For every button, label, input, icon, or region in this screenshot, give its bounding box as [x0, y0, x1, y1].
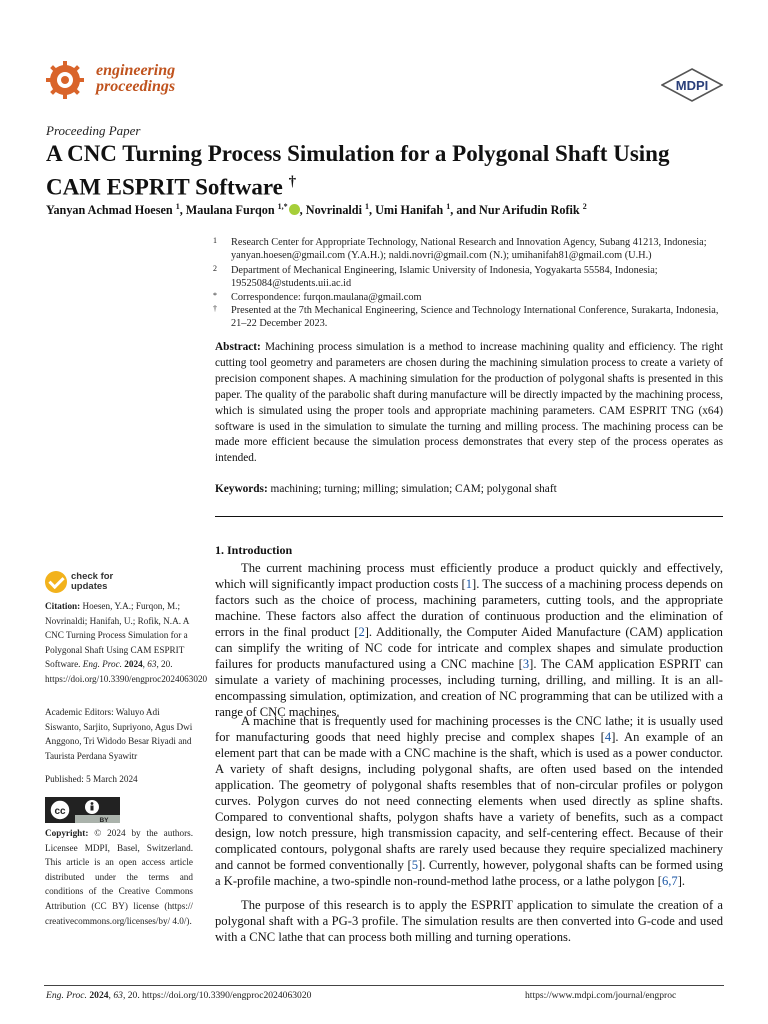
academic-editors: Academic Editors: Waluyo Adi Siswanto, Sarjito, Supriyono, Agus Dwi Anggono, Tri Widodo Besar Riyadi and Taurista Perdana Syawitr [45, 707, 193, 761]
paragraph-text: ]. An example of an element part that can be made with a CNC machine is the shaft, which is used as a power conductor. A variety of shaft designs, including polygonal shafts, are often used based on the intended application. The geometry of polygonal shafts resembles that of non-circular profiles or polygon curves. Polygon curves do not need connecting elements when used directly as spline shafts. Compared to conventional shafts, polygon shafts have a variety of benefits, such as a compact design, low notch pressure, high transmission capacity, and self-centering effect. Because of their complicated contours, polygonal shafts are rarely used because they require specialized machinery and cannot be formed conventionally [ [215, 730, 724, 872]
citation-link[interactable]: 5 [411, 858, 419, 872]
paragraph-text: The purpose of this research is to apply the ESPRIT application to simulate the creation of a polygonal shaft with a PG-3 profile. The simulation results are then converted into G-code and used with a CNC lathe that can process both milling and turning operations. [215, 898, 723, 944]
affiliation-text: Correspondence: furqon.maulana@gmail.com [231, 292, 422, 303]
orcid-icon[interactable] [289, 204, 300, 215]
journal-name-line2: proceedings [96, 78, 176, 95]
affiliation-item [213, 236, 733, 263]
paragraph-text: ]. Currently, however, polygonal shafts can be formed using a K-profile machine, a two-spindle non-round-method lathe process, or a lathe polygon [ [215, 858, 723, 888]
footer-journal-url[interactable]: https://www.mdpi.com/journal/engproc [525, 990, 677, 1001]
citation-text: Hoesen, Y.A.; Furqon, M.; Novrinaldi; Hanifah, U.; Rofik, N.A. A CNC Turning Process Simulation for a Polygonal Shaft Using CAM ESPRIT Software. [45, 601, 189, 670]
affiliation-mark: 1 [213, 236, 217, 245]
footer-doi-link[interactable]: , 20. https://doi.org/10.3390/engproc2024063020 [122, 990, 312, 1001]
citation-link[interactable]: 6,7 [661, 874, 678, 888]
affiliation-text: Department of Mechanical Engineering, Islamic University of Indonesia, Yogyakarta 55584, Indonesia; 19525084@students.uii.ac.id [231, 265, 658, 290]
paragraph-text: ]. The success of a machining process depends on factors such as the choice of process, machining parameters, cutting tools, and the appropriate machine. These factors also affect the duration of continuous production and the elimination of errors in the final product [ [215, 577, 723, 639]
author-name: Yanyan Achmad Hoesen [46, 203, 176, 218]
paragraph-text: ]. [677, 874, 686, 888]
citation-link[interactable]: 3 [522, 657, 530, 671]
author-name: Umi Hanifah [375, 203, 447, 218]
paper-title [46, 140, 736, 202]
intro-paragraph-2 [215, 713, 723, 889]
paragraph-text: The current machining process must efficiently produce a product quickly and effectively, which will significantly impact production costs [ [215, 561, 723, 591]
author-name: Novrinaldi [305, 203, 366, 218]
copyright-block [45, 826, 193, 928]
affiliation-mark: † [213, 304, 217, 313]
abstract [215, 340, 723, 467]
journal-logo-icon [45, 60, 85, 100]
affiliation-item [213, 304, 733, 331]
keywords-text: machining; turning; milling; simulation; CAM; polygonal shaft [270, 483, 557, 495]
mdpi-logo [661, 68, 723, 102]
author-name: Maulana Furqon [185, 203, 278, 218]
copyright-text: © 2024 by the authors. Licensee MDPI, Basel, Switzerland. This article is an open access article distributed under the terms and conditions of the Creative Commons Attribution (CC BY) license (https:// creativecommons.org/licenses/by/ 4.0/). [45, 828, 193, 926]
affiliation-item [213, 291, 733, 304]
author-affiliation-mark: 1 [365, 202, 370, 211]
affiliation-text: Research Center for Appropriate Technology, National Research and Innovation Agency, Subang 41213, Indonesia; yanyan.hoesen@gmail.com (Y.A.H.); naldi.novri@gmail.com (N.); umihanifah81@gmail.com (U.H.) [231, 237, 707, 262]
citation-block: Citation: Hoesen, Y.A.; Furqon, M.; Novrinaldi; Hanifah, U.; Rofik, N.A. A CNC Turning Process Simulation for a Polygonal Shaft Using CAM ESPRIT Software. Eng. Proc. 2024, 63, 20. https://doi.org/10.3390/engproc2024063020 [45, 601, 208, 684]
published-date: Published: 5 March 2024 [45, 774, 138, 784]
paper-type: Proceeding Paper [46, 123, 141, 138]
intro-paragraph-1 [215, 560, 723, 720]
affiliation-mark: 2 [213, 264, 217, 273]
citation-link[interactable]: 4 [604, 730, 612, 744]
paragraph-text: ]. The CAM application ESPRIT can simulate a variety of machining processes, including turning, drilling, and milling. It is an all-encompassing simulation, optimization, and creation of NC programming that can be utilized with a range of CNC machines. [215, 657, 723, 719]
cc-icon: cc [54, 806, 66, 817]
paragraph-text: A machine that is frequently used for machining processes is the CNC lathe; it is usually used for manufacturing goods that need highly precise and complex shapes [ [215, 714, 723, 744]
citation-doi[interactable]: , 20. https://doi.org/10.3390/engproc2024063020 [45, 659, 208, 684]
affiliation-text: Presented at the 7th Mechanical Engineering, Science and Technology International Conference, Surakarta, Indonesia, 21–22 December 2023. [231, 305, 719, 330]
footer-citation: Eng. Proc. 2024, 63, 20. https://doi.org/10.3390/engproc2024063020 [46, 990, 312, 1001]
citation-year: 2024 [124, 659, 143, 670]
keywords [215, 482, 723, 498]
by-icon: BY [99, 817, 109, 823]
check-icon [45, 571, 67, 593]
section-title: 1. Introduction [215, 543, 293, 557]
title-dagger: † [288, 174, 297, 190]
paragraph-text: ]. Additionally, the Computer Aided Manufacture (CAM) application can simplify the writing of NC code for intricate and complex shapes and simulate production failures for products manufactured using a CNC machine [ [215, 625, 723, 671]
paper-title-line1: A CNC Turning Process Simulation for a Polygonal Shaft Using [46, 141, 670, 166]
citation-link[interactable]: 1 [465, 577, 473, 591]
check-for-updates-text: check for updates [71, 571, 114, 592]
citation-label: Citation: [45, 601, 81, 611]
author-affiliation-mark: 2 [582, 202, 587, 211]
check-for-updates-button[interactable] [45, 570, 125, 596]
author-affiliation-mark: 1 [446, 202, 451, 211]
citation-volume: 63 [147, 659, 157, 670]
author-affiliation-mark: 1,* [277, 202, 288, 211]
section-divider [215, 516, 723, 517]
author-name: Nur Arifudin Rofik [479, 203, 583, 218]
intro-paragraph-3 [215, 897, 723, 945]
footer-divider [44, 985, 724, 986]
affiliation-mark: * [213, 291, 217, 300]
journal-name [96, 63, 175, 95]
abstract-text: Machining process simulation is a method to increase machining quality and efficiency. The right cutting tool geometry and parameters are chosen during the machining simulation process to create a variety of precision component shapes. A machining simulation for the production of polygonal shafts is presented in this paper. The quality of the parabolic shaft during manufacture will be directly impacted by the machining process, which is simulated using the proper tools and appropriate machining parameters. CAM ESPRIT TNG (x64) software is used in the simulation to simulate the turning and milling process. The machining process can be made more efficient because the simulation process demonstrates that every step of the process operates as intended. [215, 341, 723, 465]
journal-name-line1: engineering [96, 62, 176, 79]
affiliation-item [213, 264, 733, 291]
citation-journal: Eng. Proc. [82, 659, 122, 670]
citation-link[interactable]: 2 [358, 625, 365, 639]
cc-by-license-badge[interactable] [45, 797, 120, 823]
copyright-label: Copyright: [45, 828, 89, 838]
mdpi-logo-text: MDPI [675, 78, 709, 93]
abstract-label: Abstract: [215, 341, 261, 353]
paper-title-line2: CAM ESPRIT Software [46, 174, 283, 200]
keywords-label: Keywords: [215, 483, 268, 495]
author-affiliation-mark: 1 [175, 202, 180, 211]
author-list: Yanyan Achmad Hoesen $^1$, Maulana Furqon $^{1,*}$ , Novrinaldi $^1$, Umi Hanifah $^1$, and Nur Arifudin Rofik $^2$ [46, 202, 587, 218]
